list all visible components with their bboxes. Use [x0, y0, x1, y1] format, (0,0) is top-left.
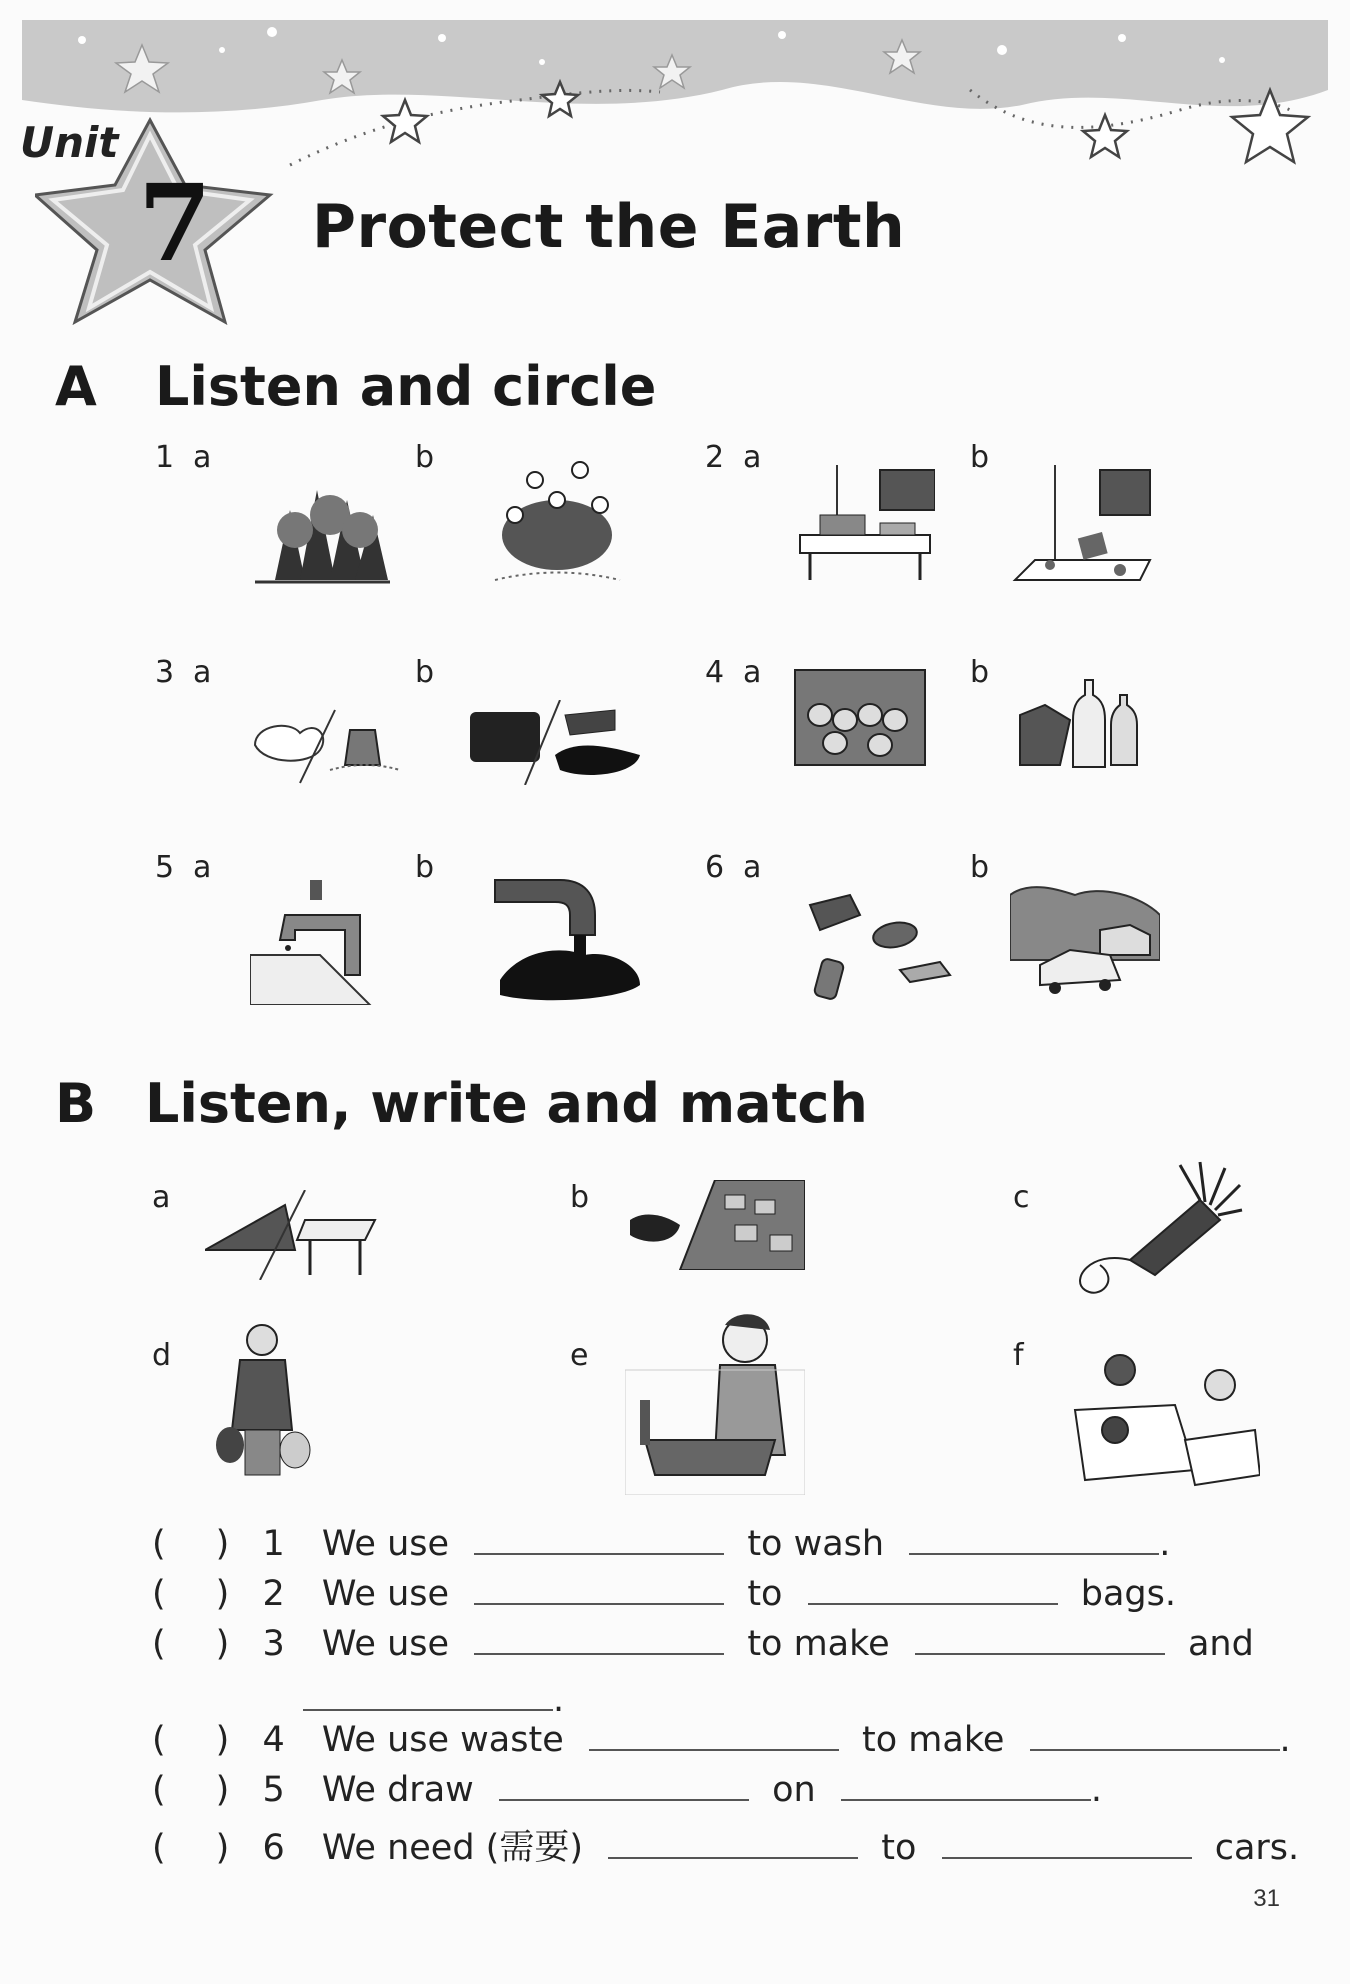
option-a-label: a: [743, 655, 762, 690]
washing-vegetables-icon[interactable]: [625, 1310, 805, 1495]
blank-field[interactable]: [942, 1829, 1192, 1859]
sentence-text: to: [747, 1574, 783, 1614]
bag-handle-icon[interactable]: [1060, 1160, 1245, 1300]
sentence-text: We use: [321, 1574, 450, 1614]
option-b-label: b: [415, 440, 435, 475]
sentence-number: 2: [262, 1574, 285, 1614]
sentence-text: and: [1187, 1624, 1254, 1664]
item-number: 3: [155, 655, 175, 690]
open-paren: (: [152, 1524, 166, 1564]
unit-label: Unit: [20, 118, 119, 167]
close-paren: ): [215, 1720, 230, 1760]
tidy-desk-icon[interactable]: [795, 465, 935, 585]
picture-b-label: b: [570, 1180, 590, 1215]
sentence-text: cars.: [1214, 1828, 1300, 1868]
sentence-text: to make: [747, 1624, 890, 1664]
pollution-traffic-icon[interactable]: [625, 1180, 805, 1270]
exercise-row-5: [152, 1770, 1102, 1810]
blank-field[interactable]: [474, 1625, 724, 1655]
option-a-label: a: [743, 440, 762, 475]
close-paren: ): [215, 1624, 230, 1664]
exercise-row-4: [152, 1720, 1291, 1760]
sentence-text: We use waste: [321, 1720, 564, 1760]
section-a-title: Listen and circle: [155, 355, 657, 418]
sentence-text: to: [881, 1828, 917, 1868]
blank-field[interactable]: [303, 1681, 553, 1711]
polluted-pipe-icon[interactable]: [480, 870, 645, 1005]
sentence-text: .: [553, 1680, 565, 1720]
cut-logs-icon[interactable]: [790, 665, 930, 770]
item-number: 4: [705, 655, 725, 690]
sentence-number: 3: [262, 1624, 285, 1664]
exercise-row-3: [152, 1624, 1254, 1664]
blank-field[interactable]: [608, 1829, 858, 1859]
plastic-bottles-icon[interactable]: [1015, 675, 1140, 770]
sentence-text: We draw: [321, 1770, 474, 1810]
exercise-row-6: [152, 1820, 1299, 1870]
sentence-text: to wash: [747, 1524, 885, 1564]
blank-field[interactable]: [589, 1721, 839, 1751]
close-paren: ): [215, 1574, 230, 1614]
picture-f-label: f: [1013, 1338, 1024, 1373]
sentence-text: .: [1279, 1720, 1291, 1760]
blank-field[interactable]: [474, 1575, 724, 1605]
exercise-row-2: [152, 1574, 1176, 1614]
option-a-label: a: [193, 655, 212, 690]
blank-field[interactable]: [808, 1575, 1058, 1605]
section-b-letter: B: [55, 1072, 97, 1135]
option-b-label: b: [970, 655, 990, 690]
blank-field[interactable]: [915, 1625, 1165, 1655]
sentence-number: 6: [262, 1828, 285, 1868]
blank-field[interactable]: [909, 1525, 1159, 1555]
sentence-text: bags.: [1080, 1574, 1176, 1614]
option-a-label: a: [193, 440, 212, 475]
sentence-text: on: [772, 1770, 816, 1810]
option-b-label: b: [970, 440, 990, 475]
blank-field[interactable]: [1030, 1721, 1280, 1751]
blank-field[interactable]: [499, 1771, 749, 1801]
section-a-letter: A: [55, 355, 97, 418]
water-tap-icon[interactable]: [250, 880, 380, 1005]
close-paren: ): [215, 1770, 230, 1810]
item-number: 2: [705, 440, 725, 475]
section-b-title: Listen, write and match: [145, 1072, 868, 1135]
open-paren: (: [152, 1574, 166, 1614]
litter-icon[interactable]: [800, 890, 955, 1005]
close-paren: ): [215, 1828, 230, 1868]
open-paren: (: [152, 1720, 166, 1760]
sentence-text: We use: [321, 1524, 450, 1564]
sentence-text: We need (需要): [321, 1828, 583, 1868]
item-number: 6: [705, 850, 725, 885]
item-number: 1: [155, 440, 175, 475]
item-number: 5: [155, 850, 175, 885]
picture-d-label: d: [152, 1338, 172, 1373]
option-a-label: a: [193, 850, 212, 885]
sentence-text: We use: [321, 1624, 450, 1664]
option-b-label: b: [415, 850, 435, 885]
sentence-text: to make: [862, 1720, 1005, 1760]
dotted-star-trail: [280, 70, 1340, 190]
unit-number: 7: [138, 160, 212, 285]
option-a-label: a: [743, 850, 762, 885]
exercise-row-1: [152, 1524, 1170, 1564]
car-exhaust-icon[interactable]: [1010, 880, 1160, 1005]
picture-a-label: a: [152, 1180, 171, 1215]
sentence-text: .: [1090, 1770, 1102, 1810]
sentence-text: .: [1159, 1524, 1171, 1564]
open-paren: (: [152, 1828, 166, 1868]
picture-e-label: e: [570, 1338, 589, 1373]
page-title: Protect the Earth: [312, 192, 906, 262]
blank-field[interactable]: [474, 1525, 724, 1555]
open-paren: (: [152, 1770, 166, 1810]
option-b-label: b: [970, 850, 990, 885]
exercise-row-3-continued: [303, 1680, 564, 1720]
wood-furniture-icon[interactable]: [205, 1190, 385, 1280]
open-paren: (: [152, 1624, 166, 1664]
blank-field[interactable]: [841, 1771, 1091, 1801]
messy-desk-icon[interactable]: [1010, 465, 1155, 590]
sentence-number: 1: [262, 1524, 285, 1564]
picture-c-label: c: [1013, 1180, 1030, 1215]
sentence-number: 4: [262, 1720, 285, 1760]
close-paren: ): [215, 1524, 230, 1564]
flower-bush-icon[interactable]: [485, 445, 630, 590]
grandma-shopping-icon[interactable]: [210, 1320, 315, 1490]
forest-icon[interactable]: [255, 470, 390, 590]
clean-air-stump-icon[interactable]: [250, 705, 405, 785]
sentence-number: 5: [262, 1770, 285, 1810]
page-number: 31: [1253, 1885, 1280, 1912]
kids-drawing-icon[interactable]: [1065, 1350, 1260, 1495]
dirty-air-water-icon[interactable]: [465, 700, 650, 785]
option-b-label: b: [415, 655, 435, 690]
